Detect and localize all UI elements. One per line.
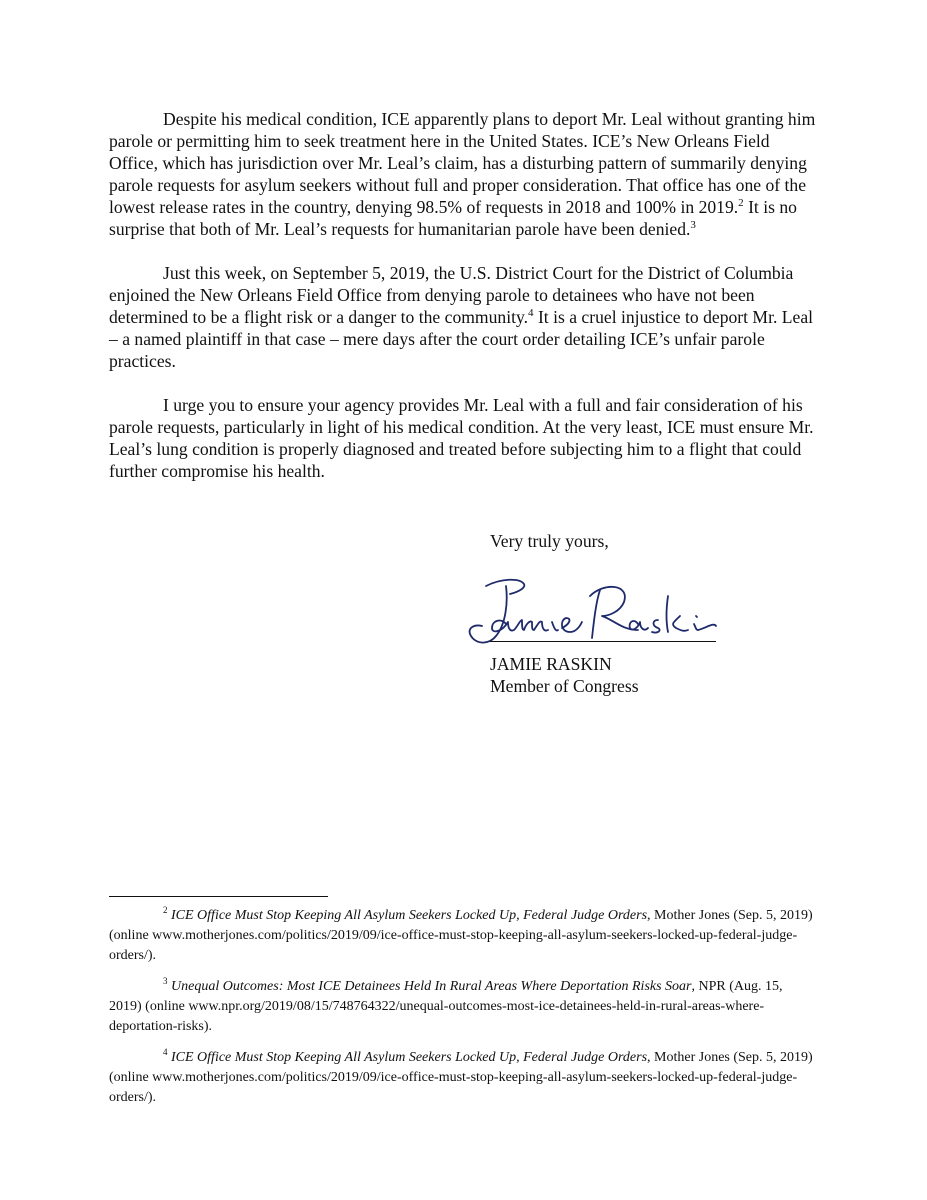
paragraph-request: I urge you to ensure your agency provides Mr. Leal with a full and fair consideration of his parole requests, particularly in light of his medical condition. At the very least, ICE must ensure Mr. Leal’s lung condition is properly diagnosed and treated before subjecting him to a flight that could further compromise his health. [109, 395, 814, 481]
closing-salutation: Very truly yours, [490, 531, 609, 551]
handwritten-signature [462, 572, 722, 652]
signature-text: Jamie Raskin [462, 572, 468, 573]
paragraph-parole-denial: Despite his medical condition, ICE apparently plans to deport Mr. Leal without granting him parole or permitting him to seek treatment here in the United States. ICE’s New Orleans Field Office, which has jurisdiction over Mr. Leal’s claim, has a disturbing pattern of summarily denying parole requests for asylum seekers without full and proper consideration. That office has one of the lowest release rates in the country, denying 98.5% of requests in 2018 and 100% in 2019.$^2$ It is no surprise that both of Mr. Leal’s requests for humanitarian parole have been denied.$^3$ [109, 109, 816, 239]
footnote-ref-4: 4 [528, 307, 534, 319]
footnote-3: $^3$ Unequal Outcomes: Most ICE Detainees Held In Rural Areas Where Deportation Risks Soar, NPR (Aug. 15, 2019) (online www.npr.org/2019/08/15/748764322/unequal-outcomes-most-ice-detainees-held-in-rural-areas-where-deportation-risks). [109, 976, 783, 1034]
footnote-2: $^2$ ICE Office Must Stop Keeping All Asylum Seekers Locked Up, Federal Judge Orders, Mother Jones (Sep. 5, 2019) (online www.motherjones.com/politics/2019/09/ice-office-must-stop-keeping-all-asylum-seekers-locked-up-federal-judge-orders/). [109, 905, 813, 963]
footnote-separator [109, 896, 328, 897]
signer-name: JAMIE RASKIN [490, 654, 612, 674]
footnote-ref-3: 3 [690, 219, 696, 231]
signature-line [490, 641, 716, 642]
signer-block [490, 653, 639, 697]
paragraph-court-order: Just this week, on September 5, 2019, the U.S. District Court for the District of Columbia enjoined the New Orleans Field Office from denying parole to detainees who have not been determined to be a flight risk or a danger to the community.$^4$ It is a cruel injustice to deport Mr. Leal – a named plaintiff in that case – mere days after the court order detailing ICE’s unfair parole practices. [109, 263, 814, 371]
letter-body [109, 108, 819, 482]
signer-title: Member of Congress [490, 676, 639, 696]
footnote-ref-2: 2 [738, 197, 744, 209]
footnotes [109, 906, 814, 1119]
footnote-4: $^4$ ICE Office Must Stop Keeping All Asylum Seekers Locked Up, Federal Judge Orders, Mother Jones (Sep. 5, 2019) (online www.motherjones.com/politics/2019/09/ice-office-must-stop-keeping-all-asylum-seekers-locked-up-federal-judge-orders/). [109, 1047, 813, 1105]
